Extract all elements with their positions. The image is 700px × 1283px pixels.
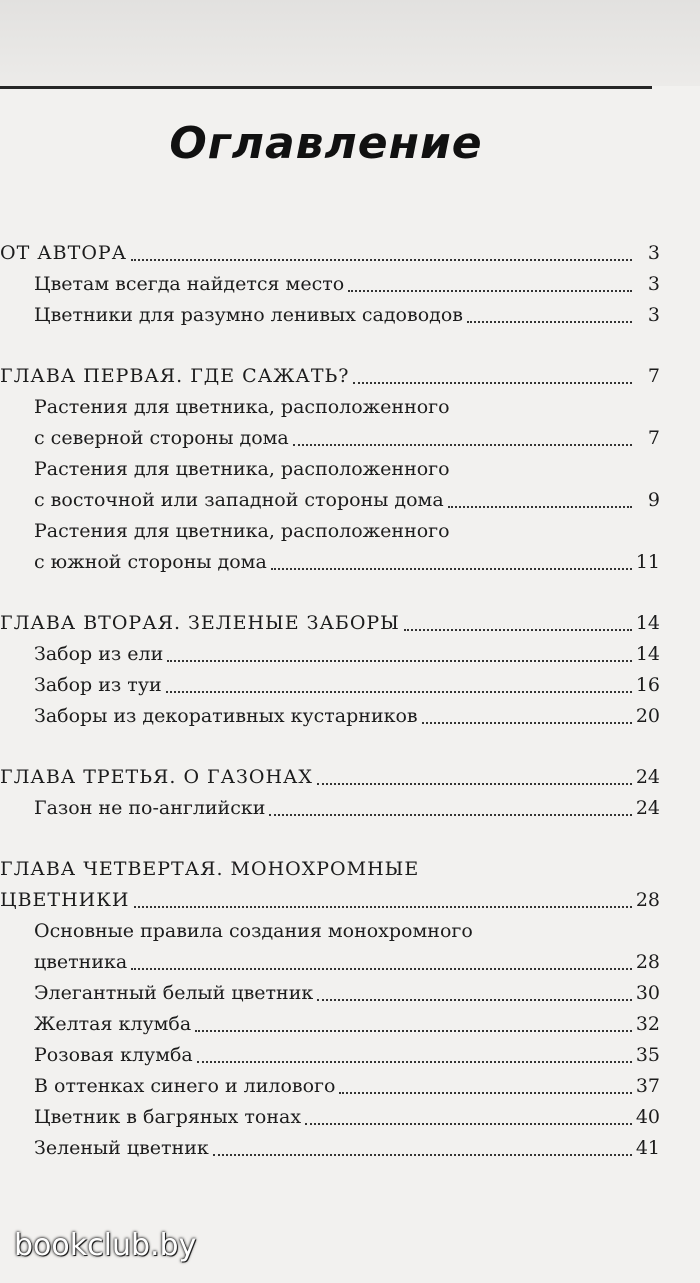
toc-entry-label: Цветам всегда найдется место <box>34 273 345 295</box>
toc-gap <box>0 578 660 608</box>
dot-leader <box>422 721 632 724</box>
toc-entry-label: Газон не по-английски <box>34 797 266 819</box>
toc-page-number: 40 <box>635 1106 660 1128</box>
toc-entry-label: Зеленый цветник <box>34 1137 209 1159</box>
toc-page-number: 24 <box>635 797 660 819</box>
dot-leader <box>134 905 632 908</box>
toc-page-number: 3 <box>647 242 660 264</box>
toc-chapter-entry <box>0 885 660 916</box>
toc-entry <box>0 392 660 423</box>
dot-leader <box>448 505 632 508</box>
toc-entry <box>0 639 660 670</box>
toc-entry-label: Цветник в багряных тонах <box>34 1106 302 1128</box>
toc-entry-label: Растения для цветника, расположенного <box>34 396 450 418</box>
toc-entry-label: ГЛАВА ЧЕТВЕРТАЯ. МОНОХРОМНЫЕ <box>0 858 420 880</box>
dot-leader <box>195 1029 632 1032</box>
dot-leader <box>131 967 632 970</box>
toc-entry-label: Растения для цветника, расположенного <box>34 458 450 480</box>
toc-chapter-entry <box>0 361 660 392</box>
dot-leader <box>348 289 632 292</box>
toc-entry-label: ОТ АВТОРА <box>0 242 128 264</box>
toc-page-number: 11 <box>635 551 660 573</box>
toc-entry <box>0 1040 660 1071</box>
table-of-contents <box>0 238 660 1164</box>
toc-page-number: 28 <box>635 889 660 911</box>
dot-leader <box>404 628 632 631</box>
toc-entry-label: Розовая клумба <box>34 1044 193 1066</box>
toc-entry-label: Заборы из декоративных кустарников <box>34 705 418 727</box>
toc-page-number: 24 <box>635 766 660 788</box>
toc-page-number: 37 <box>635 1075 660 1097</box>
toc-entry-label: ЦВЕТНИКИ <box>0 889 130 911</box>
dot-leader <box>317 998 632 1001</box>
toc-entry-label: В оттенках синего и лилового <box>34 1075 336 1097</box>
toc-gap <box>0 732 660 762</box>
toc-entry <box>0 978 660 1009</box>
toc-entry-label: с северной стороны дома <box>34 427 289 449</box>
dot-leader <box>131 258 632 261</box>
dot-leader <box>467 320 632 323</box>
toc-entry-label: ГЛАВА ПЕРВАЯ. ГДЕ САЖАТЬ? <box>0 365 350 387</box>
toc-entry-label: Растения для цветника, расположенного <box>34 520 450 542</box>
toc-page-number: 3 <box>647 304 660 326</box>
dot-leader <box>305 1122 632 1125</box>
toc-entry-label: цветника <box>34 951 128 973</box>
toc-gap <box>0 331 660 361</box>
dot-leader <box>339 1091 631 1094</box>
toc-entry <box>0 423 660 454</box>
toc-entry <box>0 1071 660 1102</box>
toc-page-number: 41 <box>635 1137 660 1159</box>
header-rule <box>0 86 652 89</box>
toc-entry <box>0 947 660 978</box>
dot-leader <box>167 659 632 662</box>
toc-entry-label: Забор из ели <box>34 643 164 665</box>
toc-entry <box>0 1102 660 1133</box>
toc-page-number: 20 <box>635 705 660 727</box>
toc-chapter-entry <box>0 238 660 269</box>
toc-entry-label: ГЛАВА ТРЕТЬЯ. О ГАЗОНАХ <box>0 766 313 788</box>
dot-leader <box>213 1153 632 1156</box>
toc-entry-label: Элегантный белый цветник <box>34 982 314 1004</box>
toc-page-number: 14 <box>635 643 660 665</box>
toc-entry <box>0 516 660 547</box>
toc-page-number: 3 <box>647 273 660 295</box>
toc-page-number: 16 <box>635 674 660 696</box>
toc-entry <box>0 701 660 732</box>
toc-entry-label: Цветники для разумно ленивых садоводов <box>34 304 463 326</box>
toc-page-number: 30 <box>635 982 660 1004</box>
toc-entry <box>0 1009 660 1040</box>
toc-entry-label: ГЛАВА ВТОРАЯ. ЗЕЛЕНЫЕ ЗАБОРЫ <box>0 612 400 634</box>
toc-entry <box>0 547 660 578</box>
toc-page-number: 14 <box>635 612 660 634</box>
toc-entry-label: с южной стороны дома <box>34 551 267 573</box>
toc-chapter-entry <box>0 762 660 793</box>
toc-page-number: 32 <box>635 1013 660 1035</box>
toc-entry <box>0 916 660 947</box>
toc-page-number: 9 <box>647 489 660 511</box>
toc-entry <box>0 1133 660 1164</box>
page-top-shadow <box>0 0 700 86</box>
toc-page-number: 7 <box>647 427 660 449</box>
dot-leader <box>269 813 631 816</box>
toc-entry-label: Забор из туи <box>34 674 162 696</box>
dot-leader <box>197 1060 632 1063</box>
dot-leader <box>317 782 632 785</box>
toc-page-number: 28 <box>635 951 660 973</box>
toc-chapter-entry <box>0 854 660 885</box>
toc-entry <box>0 485 660 516</box>
dot-leader <box>293 443 632 446</box>
toc-entry <box>0 454 660 485</box>
toc-entry <box>0 793 660 824</box>
toc-page-number: 35 <box>635 1044 660 1066</box>
dot-leader <box>166 690 632 693</box>
dot-leader <box>271 567 632 570</box>
toc-page-number: 7 <box>647 365 660 387</box>
footer <box>0 1223 700 1283</box>
dot-leader <box>353 381 632 384</box>
toc-entry-label: Основные правила создания монохромного <box>34 920 473 942</box>
toc-entry-label: Желтая клумба <box>34 1013 192 1035</box>
toc-gap <box>0 824 660 854</box>
watermark: bookclub.by <box>14 1228 197 1263</box>
toc-entry <box>0 269 660 300</box>
toc-entry <box>0 300 660 331</box>
page-title: Оглавление <box>169 118 483 169</box>
toc-entry-label: с восточной или западной стороны дома <box>34 489 444 511</box>
toc-chapter-entry <box>0 608 660 639</box>
toc-entry <box>0 670 660 701</box>
